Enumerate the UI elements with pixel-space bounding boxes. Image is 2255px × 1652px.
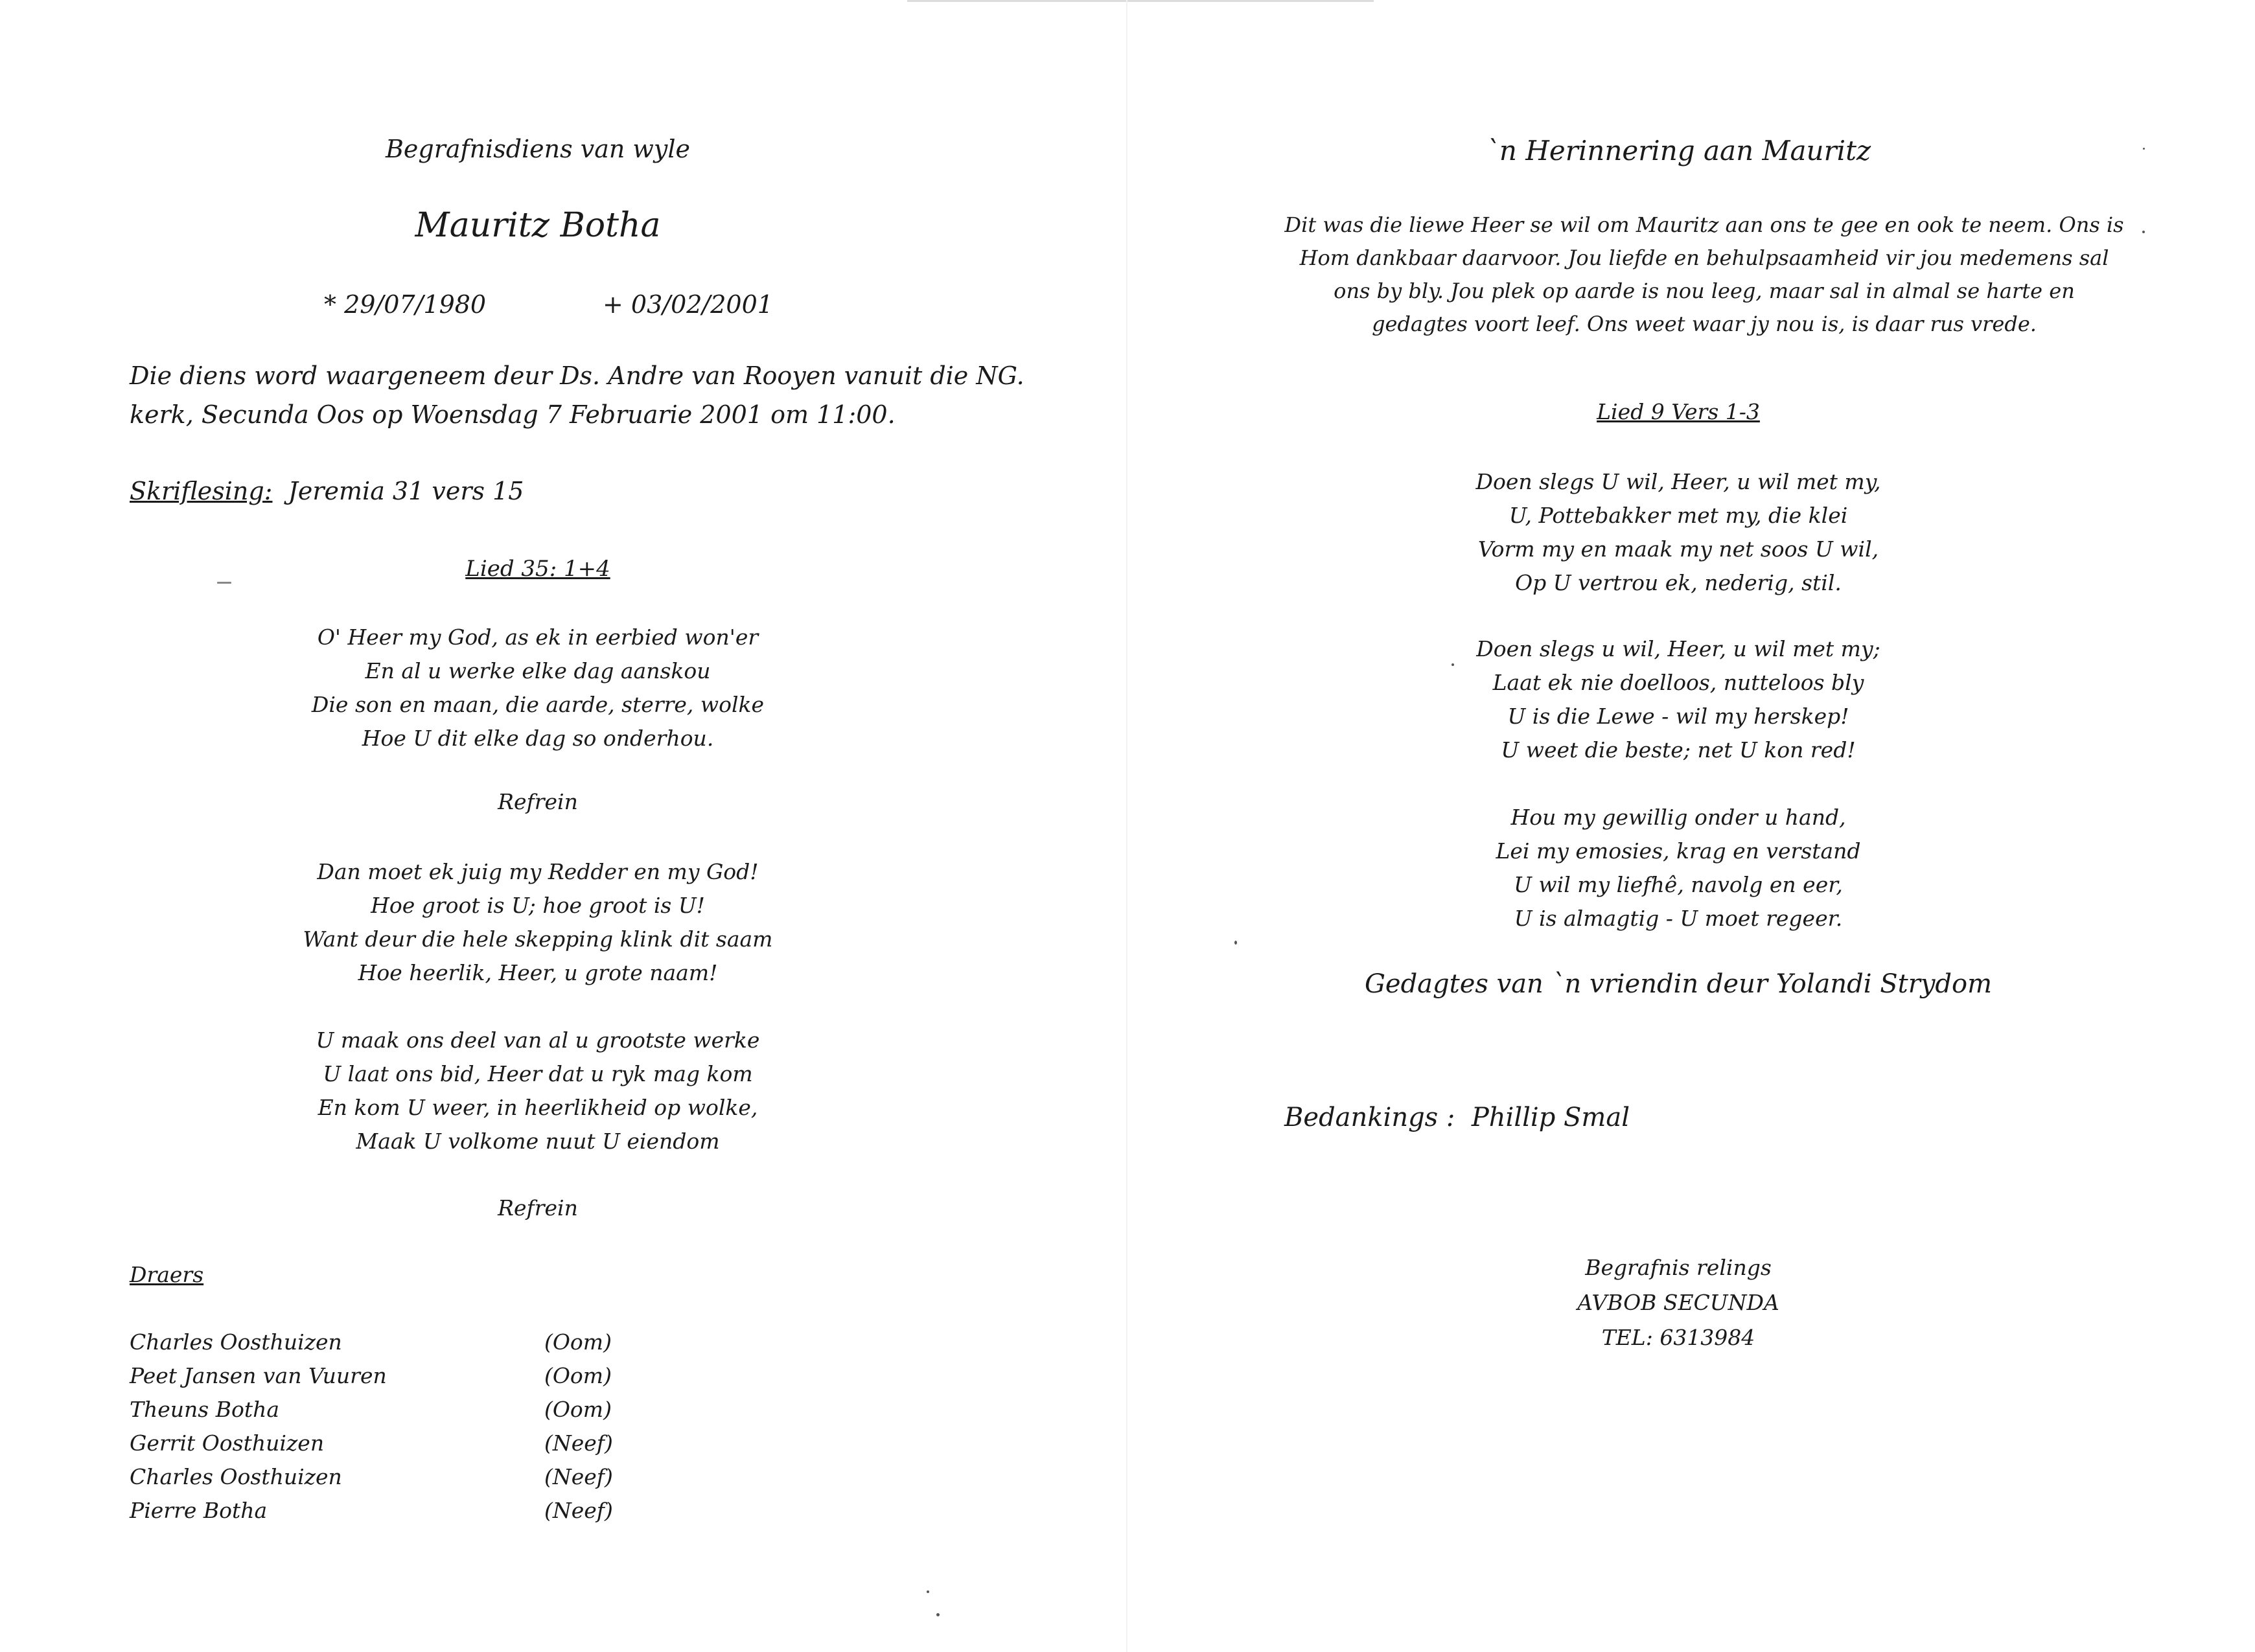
birth-date: * 29/07/1980 bbox=[324, 290, 487, 319]
hymn-title: Lied 9 Vers 1-3 bbox=[1597, 399, 1760, 424]
scan-speck bbox=[217, 582, 231, 584]
acknowledgements-label: Bedankings : bbox=[1284, 1103, 1455, 1132]
pallbearer-relation: (Neef) bbox=[544, 1497, 613, 1523]
stanza-line: Hoe U dit elke dag so onderhou. bbox=[362, 726, 714, 751]
service-heading: Begrafnisdiens van wyle bbox=[385, 135, 691, 163]
stanza-line: U wil my liefhê, navolg en eer, bbox=[1514, 872, 1843, 897]
memorial-paragraph: Dit was die liewe Heer se wil om Mauritz aan ons te gee en ook te neem. Ons is Hom dankbaar daarvoor. Jou liefde en behulpsaamheid vir jou medemens sal ons by bly. Jou plek op aarde is nou leeg, maar sal in almal se harte en gedagtes voort leef. Ons weet waar jy nou is, is daar rus vrede. bbox=[1284, 212, 2124, 336]
refrain-label: Refrein bbox=[498, 1195, 578, 1221]
undertaker-phone: TEL: 6313984 bbox=[1601, 1325, 1755, 1350]
stanza-line: Doen slegs U wil, Heer, u wil met my, bbox=[1475, 469, 1881, 494]
stanza-line: Op U vertrou ek, nederig, stil. bbox=[1515, 570, 1842, 595]
pallbearer-relation: (Neef) bbox=[544, 1430, 613, 1456]
pallbearer-row bbox=[130, 1325, 622, 1359]
stanza-line: U is die Lewe - wil my herskep! bbox=[1507, 704, 1849, 729]
stanza-line: U laat ons bid, Heer dat u ryk mag kom bbox=[323, 1061, 753, 1086]
stanza-line: En al u werke elke dag aanskou bbox=[365, 658, 711, 683]
stanza-line: Hoe heerlik, Heer, u grote naam! bbox=[358, 960, 718, 985]
pallbearers-list bbox=[130, 1325, 622, 1527]
scan-speck bbox=[927, 1590, 929, 1593]
pallbearer-name: Gerrit Oosthuizen bbox=[130, 1430, 325, 1456]
stanza-line: Lei my emosies, krag en verstand bbox=[1496, 838, 1861, 864]
scripture-reading bbox=[130, 477, 524, 505]
pallbearer-row bbox=[130, 1359, 622, 1392]
hymn-stanza-3 bbox=[0, 1024, 1076, 1158]
stanza-line: Hoe groot is U; hoe groot is U! bbox=[371, 893, 705, 918]
friend-thoughts: Gedagtes van `n vriendin deur Yolandi Strydom bbox=[1364, 969, 1993, 999]
stanza-line: Hou my gewillig onder u hand, bbox=[1510, 805, 1846, 830]
stanza-line: En kom U weer, in heerlikheid op wolke, bbox=[318, 1095, 758, 1120]
pallbearer-row bbox=[130, 1493, 622, 1527]
pallbearer-row bbox=[130, 1426, 622, 1460]
pallbearer-relation: (Oom) bbox=[544, 1362, 612, 1388]
deceased-name: Mauritz Botha bbox=[415, 206, 661, 245]
hymn-title: Lied 35: 1+4 bbox=[465, 556, 610, 582]
right-page bbox=[1128, 0, 2255, 1652]
stanza-line: O' Heer my God, as ek in eerbied won'er bbox=[317, 625, 759, 650]
hymn-stanza-3 bbox=[1166, 801, 2190, 935]
refrain-label: Refrein bbox=[498, 789, 578, 814]
stanza-line: Want deur die hele skepping klink dit saam bbox=[303, 926, 773, 952]
stanza-line: Doen slegs u wil, Heer, u wil met my; bbox=[1476, 636, 1880, 661]
undertaker-name: AVBOB SECUNDA bbox=[1577, 1290, 1779, 1315]
service-line-2: kerk, Secunda Oos op Woensdag 7 Februarie 2001 om 11:00. bbox=[130, 400, 896, 429]
hymn-stanza-2 bbox=[1166, 632, 2190, 767]
stanza-line: U maak ons deel van al u grootste werke bbox=[316, 1027, 760, 1053]
scan-speck bbox=[936, 1613, 940, 1616]
hymn-stanza-1 bbox=[0, 621, 1076, 755]
death-date: + 03/02/2001 bbox=[603, 290, 773, 319]
scan-speck bbox=[2143, 148, 2145, 150]
stanza-line: U, Pottebakker met my, die klei bbox=[1509, 503, 1848, 528]
pallbearer-row bbox=[130, 1392, 622, 1426]
pallbearer-relation: (Oom) bbox=[544, 1396, 612, 1422]
scripture-label: Skriflesing: bbox=[130, 477, 273, 505]
undertaker-label: Begrafnis relings bbox=[1585, 1255, 1772, 1280]
pallbearer-relation: (Oom) bbox=[544, 1329, 612, 1355]
stanza-line: Die son en maan, die aarde, sterre, wolke bbox=[311, 692, 765, 717]
pallbearer-row bbox=[130, 1460, 622, 1493]
acknowledgements-name: Phillip Smal bbox=[1471, 1103, 1630, 1132]
acknowledgements bbox=[1284, 1103, 1630, 1132]
pallbearer-name: Charles Oosthuizen bbox=[130, 1463, 342, 1489]
pallbearer-name: Peet Jansen van Vuuren bbox=[130, 1362, 387, 1388]
stanza-line: Dan moet ek juig my Redder en my God! bbox=[317, 859, 759, 884]
pallbearer-name: Theuns Botha bbox=[130, 1396, 280, 1422]
pallbearer-name: Pierre Botha bbox=[130, 1497, 268, 1523]
scripture-value: Jeremia 31 vers 15 bbox=[288, 477, 524, 505]
stanza-line: Vorm my en maak my net soos U wil, bbox=[1477, 536, 1879, 562]
hymn-stanza-1 bbox=[1166, 465, 2190, 600]
hymn-stanza-2 bbox=[0, 855, 1076, 990]
pallbearer-relation: (Neef) bbox=[544, 1463, 613, 1489]
memorial-heading: `n Herinnering aan Mauritz bbox=[1485, 135, 1871, 166]
undertaker-block bbox=[1166, 1250, 2190, 1355]
stanza-line: U weet die beste; net U kon red! bbox=[1501, 737, 1856, 763]
stanza-line: U is almagtig - U moet regeer. bbox=[1514, 906, 1843, 931]
stanza-line: Maak U volkome nuut U eiendom bbox=[356, 1129, 720, 1154]
service-line-1: Die diens word waargeneem deur Ds. Andre van Rooyen vanuit die NG. bbox=[130, 361, 1024, 390]
pallbearer-name: Charles Oosthuizen bbox=[130, 1329, 342, 1355]
stanza-line: Laat ek nie doelloos, nutteloos bly bbox=[1492, 670, 1864, 695]
scan-speck bbox=[1234, 941, 1237, 945]
scan-speck bbox=[1451, 663, 1454, 666]
pallbearers-title: Draers bbox=[130, 1262, 204, 1287]
scan-speck bbox=[2142, 231, 2145, 233]
